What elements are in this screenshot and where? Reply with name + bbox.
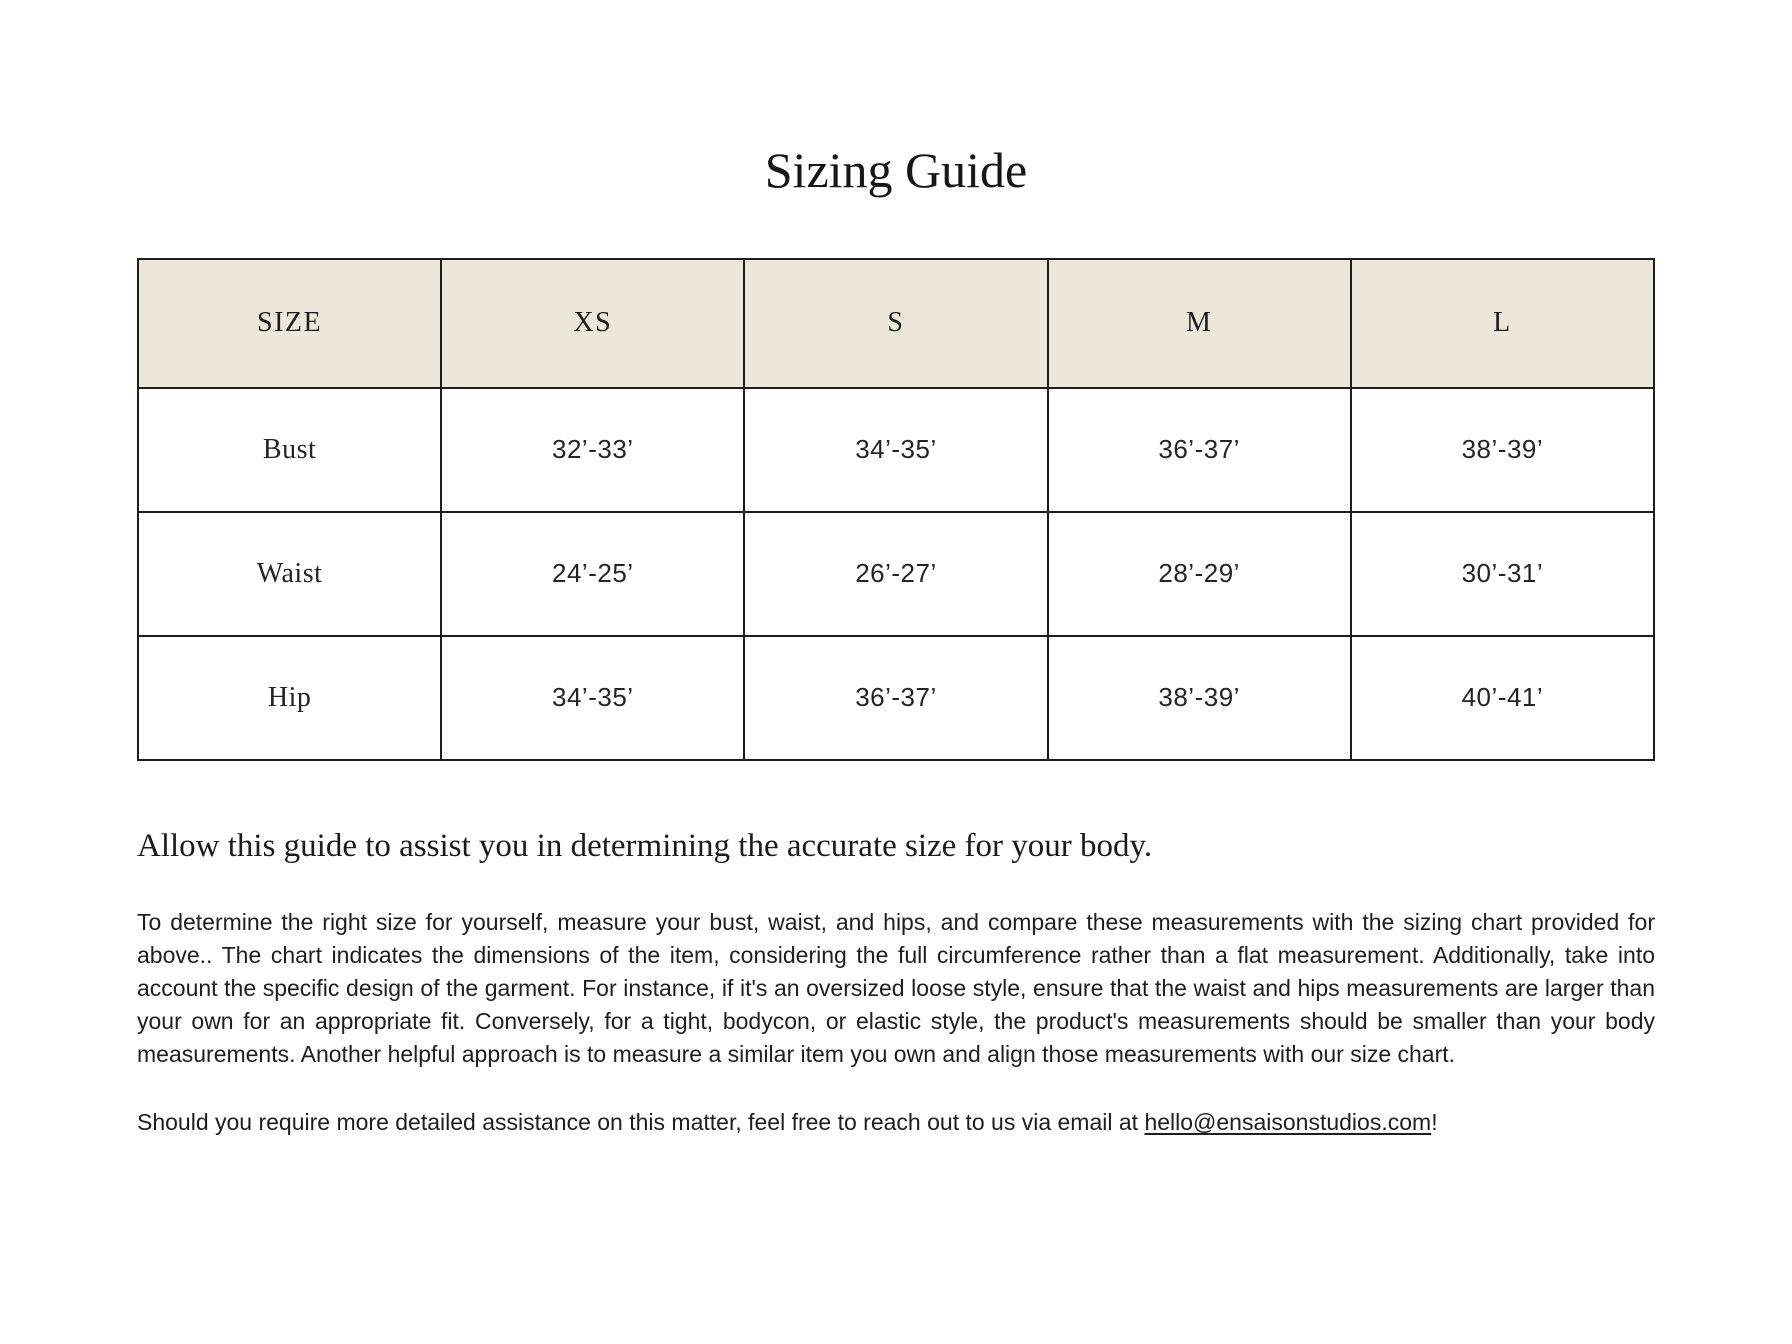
size-chart-table	[137, 258, 1655, 761]
column-header-xs: XS	[441, 259, 744, 388]
instructions-paragraph: To determine the right size for yourself, measure your bust, waist, and hips, and compare these measurements with the sizing chart provided for above.. The chart indicates the dimensions of the item, considering the full circumference rather than a flat measurement. Additionally, take into account the specific design of the garment. For instance, if it's an oversized loose style, ensure that the waist and hips measurements are larger than your own for an appropriate fit. Conversely, for a tight, bodycon, or elastic style, the product's measurements should be smaller than your body measurements. Another helpful approach is to measure a similar item you own and align those measurements with our size chart.	[137, 909, 1655, 1068]
measurement-cell: 36’-37’	[744, 636, 1047, 760]
measurement-cell: 28’-29’	[1048, 512, 1351, 636]
email-link[interactable]: hello@ensaisonstudios.com	[1144, 1109, 1432, 1136]
size-chart-header	[138, 259, 1654, 388]
measurement-cell: 34’-35’	[744, 388, 1047, 512]
column-header-s: S	[744, 259, 1047, 388]
contact-line	[137, 1106, 1655, 1139]
measurement-cell: 30’-31’	[1351, 512, 1654, 636]
contact-text-prefix: Should you require more detailed assistance on this matter, feel free to reach out to us via email at	[137, 1109, 1145, 1136]
contact-text-suffix: !	[1431, 1109, 1438, 1136]
sizing-guide-page	[137, 0, 1655, 1139]
lead-sentence: Allow this guide to assist you in determining the accurate size for your body.	[137, 827, 1153, 864]
measurement-cell: 32’-33’	[441, 388, 744, 512]
measurement-cell: 40’-41’	[1351, 636, 1654, 760]
header-row	[138, 259, 1654, 388]
row-label-bust: Bust	[138, 388, 441, 512]
table-row-waist	[138, 512, 1654, 636]
measurement-cell: 24’-25’	[441, 512, 744, 636]
table-row-bust	[138, 388, 1654, 512]
measurement-cell: 26’-27’	[744, 512, 1047, 636]
size-chart-body	[138, 388, 1654, 760]
row-label-waist: Waist	[138, 512, 441, 636]
measurement-cell: 36’-37’	[1048, 388, 1351, 512]
page-title: Sizing Guide	[764, 142, 1028, 198]
measurement-cell: 38’-39’	[1351, 388, 1654, 512]
row-label-hip: Hip	[138, 636, 441, 760]
measurement-cell: 38’-39’	[1048, 636, 1351, 760]
table-row-hip	[138, 636, 1654, 760]
column-header-l: L	[1351, 259, 1654, 388]
column-header-m: M	[1048, 259, 1351, 388]
measurement-cell: 34’-35’	[441, 636, 744, 760]
column-header-size: SIZE	[138, 259, 441, 388]
